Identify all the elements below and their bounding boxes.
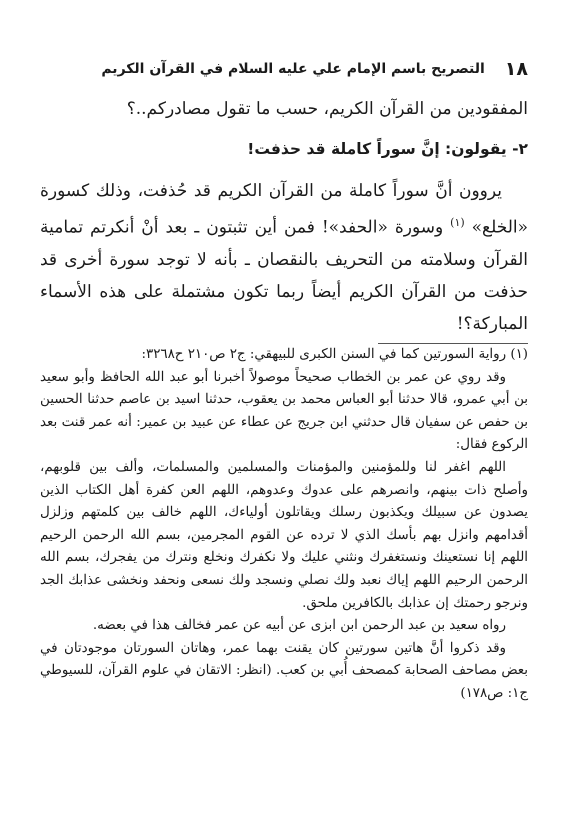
footnote-1-head: (١) رواية السورتين كما في السنن الكبرى للبيهقي: ج٢ ص٢١٠ ح٣٢٦٨:	[141, 347, 528, 362]
paragraph-text-part2: وسورة «الحفد»! فمن أين تثبتون ـ بعد أنْ أنكرتم تمامية القرآن وسلامته من التحريف بالنقصان ـ بأنه لا توجد سورة أخرى قد حذفت من القرآن الكريم أيضاً ربما تكون مشتملة على هذه الأسماء المباركة؟!	[40, 217, 528, 334]
footnote-1-variant: رواه سعيد بن عبد الرحمن ابن ابزى عن أبيه عن عمر فخالف هذا في بعضه.	[92, 618, 506, 634]
footnotes	[40, 344, 528, 706]
footnote-1-narration: وقد روي عن عمر بن الخطاب صحيحاً موصولاً أخبرنا أبو عبد الله الحافظ وأبو سعيد بن أبي عمرو، قالا حدثنا أبو العباس محمد بن يعقوب، حدثنا اسيد بن عاصم حدثنا الحسين بن حفص عن سفيان قال حدثني ابن جريج عن عطاء عن عبيد بن عمير: أنه عمر قنت بعد الركوع فقال:	[40, 369, 528, 453]
main-text	[40, 93, 528, 340]
paragraph-continuation: المفقودين من القرآن الكريم، حسب ما تقول مصادركم..؟	[126, 99, 528, 119]
paragraph-sura-claim	[40, 175, 528, 340]
paragraph-text-part1: يروون أنَّ سوراً كاملة من القرآن الكريم قد حُذفت، وذلك كسورة «الخلع»	[40, 181, 528, 238]
page-number: ١٨	[504, 58, 528, 80]
page-header	[101, 52, 528, 86]
section-heading: ٢- يقولون: إنَّ سوراً كاملة قد حذفت!	[247, 140, 528, 158]
footnote-1-qunut-text: اللهم اغفر لنا وللمؤمنين والمؤمنات والمسلمين والمسلمات، وألف بين قلوبهم، وأصلح ذات بينهم، وانصرهم على عدوك وعدوهم، اللهم العن كفرة أهل الكتاب الذين يصدون عن سبيلك ويكذبون رسلك ويقاتلون أولياءك، اللهم خالف بين كلمتهم وزلزل أقدامهم وانزل بهم بأسك الذي لا ترده عن القوم المجرمين، بسم الله الرحمن الرحيم اللهم إنا نستعينك ونستغفرك ونثني عليك ولا نكفرك ونخلع ونترك من يفجرك، بسم الله الرحمن الرحيم اللهم إياك نعبد ولك نصلي ونسجد ولك نسعى ونحفد ونخشى عذابك الجد ونرجو رحمتك إن عذابك بالكافرين ملحق.	[40, 459, 528, 611]
running-title: التصريح باسم الإمام علي عليه السلام في القرآن الكريم	[101, 61, 485, 77]
footnote-reference[interactable]: (١)	[450, 216, 465, 229]
footnote-1-source: وقد ذكروا أنَّ هاتين سورتين كان يقنت بهما عمر، وهاتان السورتان موجودتان في بعض مصاحف الصحابة كمصحف أُبي بن كعب. (انظر: الاتقان في علوم القرآن، للسيوطي ج١: ص١٧٨)	[40, 640, 528, 701]
